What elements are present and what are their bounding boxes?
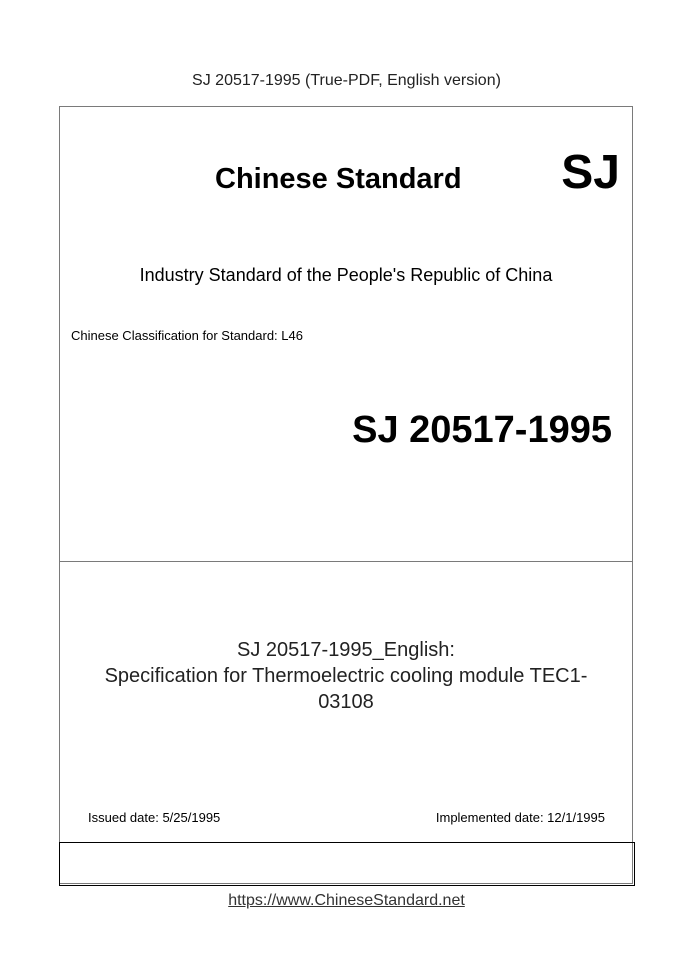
- standard-abbreviation: SJ: [561, 146, 620, 199]
- cover-bottom-bar: [59, 842, 635, 886]
- website-link[interactable]: https://www.ChineseStandard.net: [228, 892, 465, 909]
- document-type-heading: Chinese Standard: [215, 163, 462, 195]
- cover-title-section: [60, 562, 632, 843]
- issued-date: Issued date: 5/25/1995: [88, 810, 221, 825]
- classification-line: Chinese Classification for Standard: L46: [71, 328, 303, 343]
- industry-standard-line: Industry Standard of the People's Republic of China: [139, 265, 553, 285]
- title-line-3: 03108: [318, 691, 374, 713]
- title-line-1: SJ 20517-1995_English:: [237, 639, 455, 661]
- cover-top-section: [60, 107, 632, 562]
- page-header: SJ 20517-1995 (True-PDF, English version): [192, 72, 501, 89]
- standard-title: [60, 637, 632, 715]
- cover-frame: [59, 106, 633, 884]
- implemented-date: Implemented date: 12/1/1995: [435, 810, 605, 825]
- title-line-2: Specification for Thermoelectric cooling module TEC1-: [104, 665, 588, 687]
- standard-number: SJ 20517-1995: [352, 409, 612, 451]
